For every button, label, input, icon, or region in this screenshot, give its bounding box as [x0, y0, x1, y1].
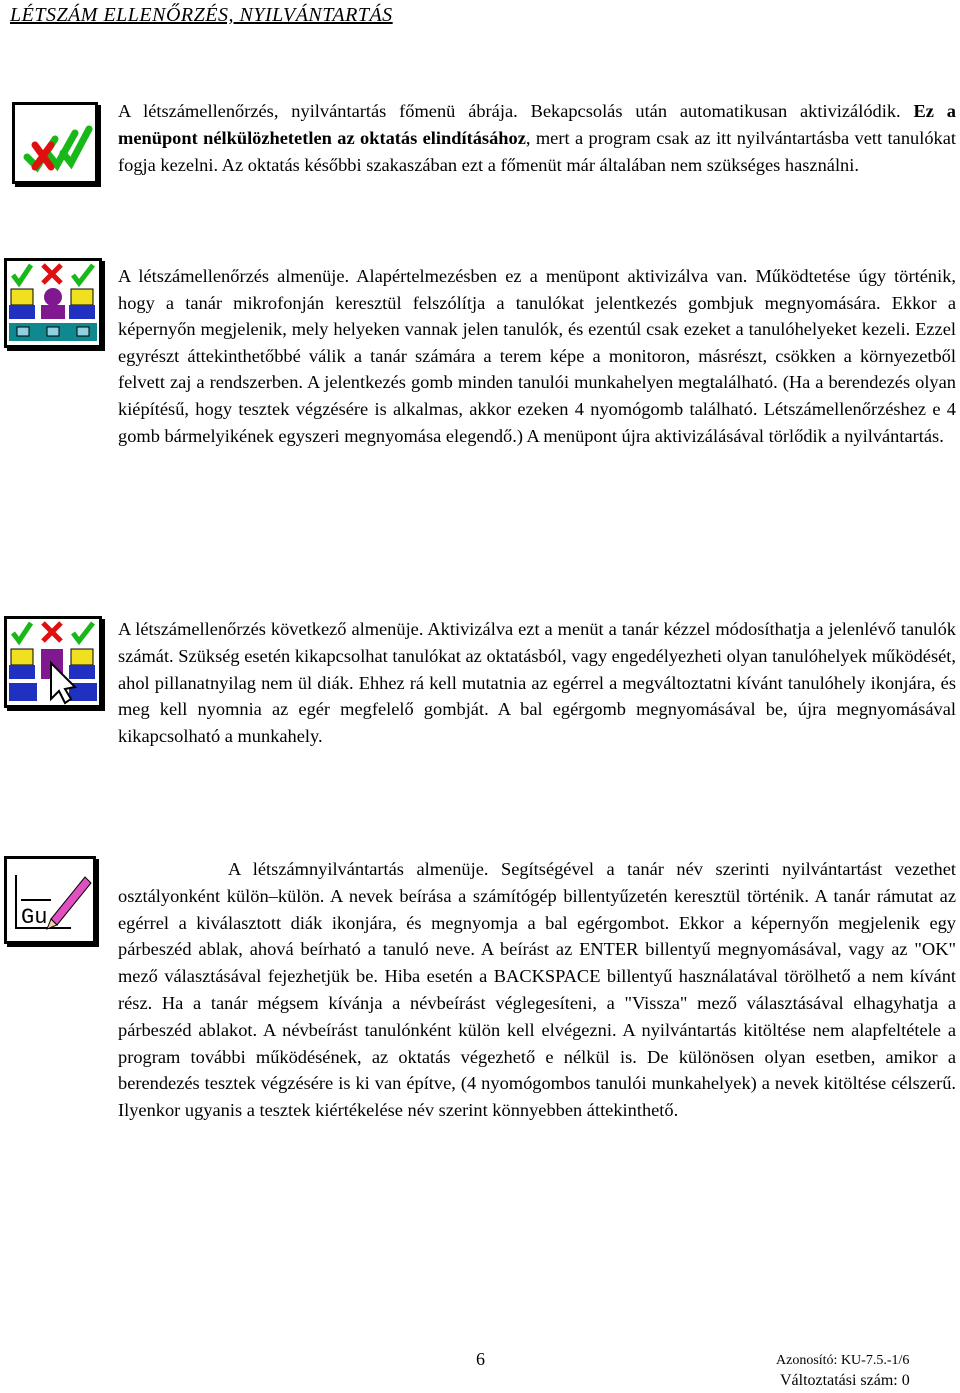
name-register-icon-text: Gu	[21, 905, 48, 930]
manual-attendance-icon[interactable]	[4, 616, 102, 708]
page-title: LÉTSZÁM ELLENŐRZÉS, NYILVÁNTARTÁS	[10, 4, 393, 26]
page-number: 6	[476, 1349, 485, 1369]
attendance-check-icon[interactable]	[4, 258, 102, 348]
name-register-icon[interactable]	[4, 856, 96, 944]
section-4-text: A létszámnyilvántartás almenüje. Segítségével a tanár név szerinti nyilvántartást vezethet osztályonként külön–külön. A nevek beírása a számítógép billentyűzetén keresztül történik. A tanár rámutat az egérrel a kiválasztott diák ikonjára, és megnyomja a bal egérgombot. Ekkor a képernyőn megjelenik egy párbeszéd ablak, ahová beírható a tanuló neve. A beírást az ENTER billentyű megnyomásával, vagy az "OK" mező választásával fejezhetjük be. Hiba esetén a BACKSPACE billentyű használatával törölhető a nem kívánt rész. Ha a tanár mégsem kívánja a névbeírást véglegesíteni, a "Vissza" mező választásával elhagyhatja a párbeszéd ablakot. A névbeírást tanulónként külön kell elvégezni. A nyilvántartás kitöltése nem alapfeltétele a program további működésének, az oktatás végezhető e nélkül is. De különösen olyan esetben, amikor a berendezés tesztek végzésére is ki van építve, (4 nyomógombos tanulói munkahelyek) a nevek kitöltése célszerű. Ilyenkor ugyanis a tesztek kiértékelése név szerint könnyebben áttekinthető.	[118, 859, 956, 1121]
version-number: Változtatási szám: 0	[780, 1372, 910, 1389]
section-2-text: A létszámellenőrzés almenüje. Alapértelmezésben ez a menüpont aktivizálva van. Működtetése úgy történik, hogy a tanár mikrofonján keresztül felszólítja a tanulókat jelentkezés gombjuk megnyomására. Ekkor a képernyőn megjelenik, mely helyeken vannak jelen tanulók, és ezentúl csak ezeket a tanulóhelyeket kezeli. Ezzel egyrészt áttekinthetőbbé válik a tanár számára a terem képe a monitoron, másrészt, csökken a környezetből felvett zaj a rendszerben. A jelentkezés gomb minden tanulói munkahelyen megtalálható. (Ha a berendezés olyan kiépítésű, hogy tesztek végzésére is alkalmas, akkor ezeken 4 nyomógomb található. Létszámellenőrzéshez e 4 gomb bármelyikének egyszeri megnyomása elegendő.) A menüpont újra aktivizálásával törlődik a nyilvántartás.	[118, 266, 956, 446]
section-3-text: A létszámellenőrzés következő almenüje. Aktivizálva ezt a menüt a tanár kézzel módosíthatja a jelenlévő tanulók számát. Szükség esetén kikapcsolhat tanulókat az oktatásból, vagy engedélyezheti olyan tanulóhelyek működését, ahol pillanatnyilag nem ül diák. Ehhez rá kell mutatnia az egérrel a megváltoztatni kívánt tanulóhely ikonjára, és meg kell nyomnia az egér megfelelő gombját. A bal egérgomb megnyomásával be, újra megnyomásával kikapcsolható a munkahely.	[118, 619, 956, 747]
document-id: Azonosító: KU-7.5.-1/6	[776, 1353, 910, 1368]
checkmarks-icon[interactable]	[12, 102, 98, 184]
section-1-text: A létszámellenőrzés, nyilvántartás főmenü ábrája. Bekapcsolás után automatikusan aktivizálódik. Ez a menüpont nélkülözhetetlen az oktatás elindításához, mert a program csak az itt nyilvántartásba vett tanulókat fogja kezelni. Az oktatás későbbi szakaszában ezt a főmenüt már általában nem szükséges használni.	[118, 101, 956, 175]
